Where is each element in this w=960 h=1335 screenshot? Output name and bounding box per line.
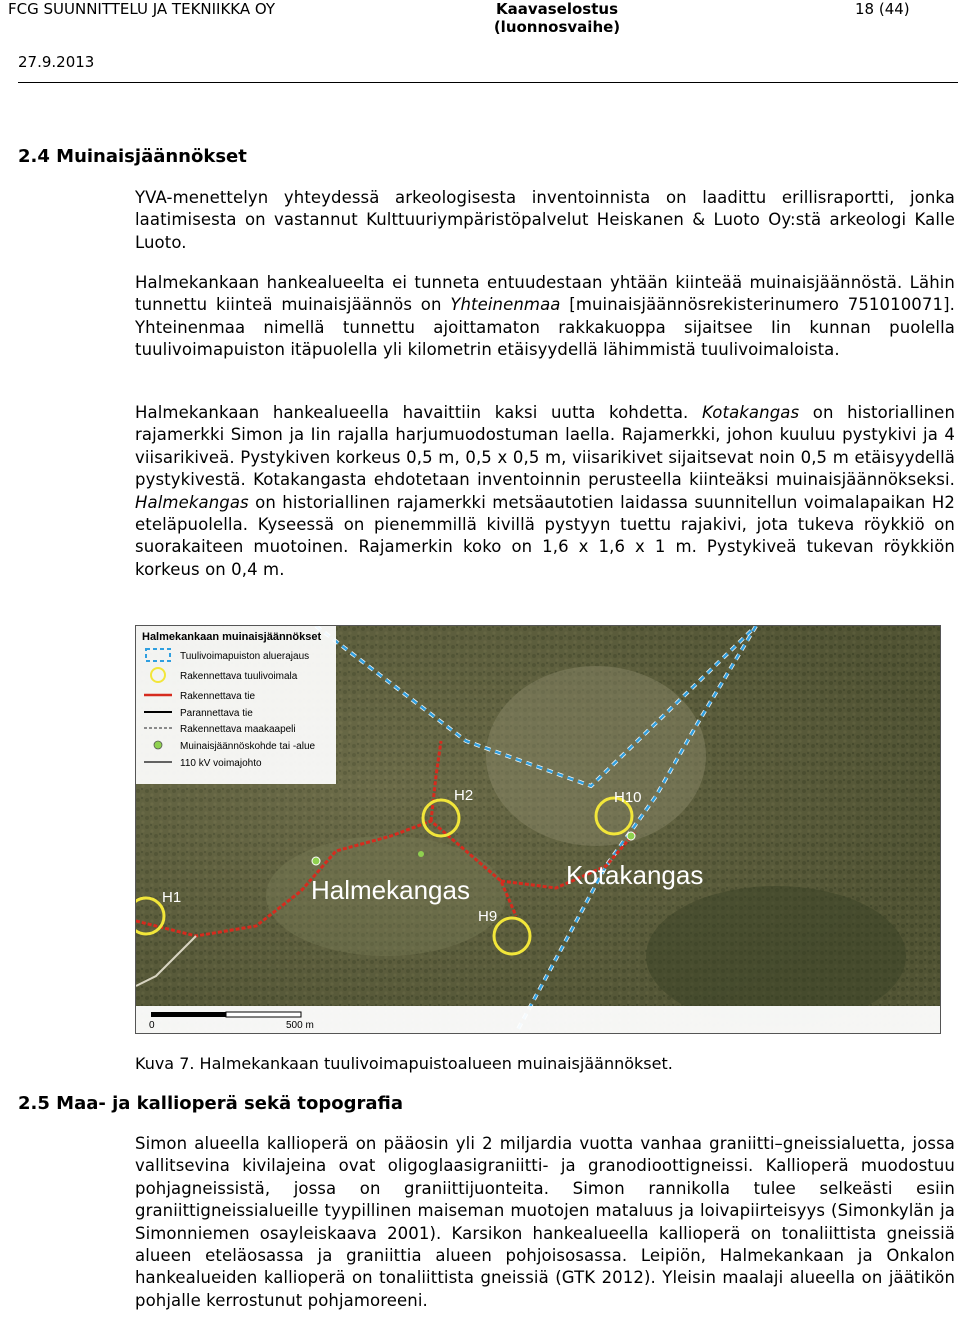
text-run: on historiallinen rajamerkki metsäautotien laidassa suunnitellun voimalapaikan H2 eteläpuolella. Kyseessä on pienemmillä kivillä pystyyn tuettu rajakivi, jota tukeva röykkiö on suorakaiteen muotoinen. Rajamerkin koko on 1,6 x 1,6 x 1 m. Pystykiveä tukevan röykkiön korkeus on 0,4 m.	[135, 492, 955, 579]
label-h10: H10	[614, 789, 642, 806]
text-run: Halmekankaan hankealueelta ei tunneta entuudestaan yhtään kiinteää muinaisjäännöstä. Lähin tunnettu kiinteä muinaisjäännös on	[135, 273, 955, 315]
heritage-site-marker	[627, 832, 635, 840]
paragraph-uudet-kohteet	[135, 402, 955, 581]
dense-forest-area	[646, 886, 906, 1026]
scale-label-end: 500 m	[286, 1020, 314, 1031]
header-divider	[18, 82, 958, 83]
scale-bar	[136, 1006, 940, 1033]
label-h9: H9	[478, 908, 498, 925]
paragraph-halmekankaan-hankealue	[135, 272, 955, 362]
legend-item: 110 kV voimajohto	[180, 758, 262, 769]
section-heading-maa-ja-kallioperä: 2.5 Maa- ja kallioperä sekä topografia	[18, 1093, 403, 1114]
paragraph-yva: YVA-menettelyn yhteydessä arkeologisesta inventoinnista on laadittu erillisraportti, jonka laatimisesta on vastannut Kulttuuriympäristöpalvelut Heiskanen & Luoto Oy:stä arkeologi Kalle Luoto.	[135, 188, 955, 252]
heritage-site-marker	[418, 851, 424, 857]
label-h2: H2	[454, 787, 474, 804]
section-heading-muinaisjaannokset: 2.4 Muinaisjäännökset	[18, 146, 247, 167]
legend-site-symbol	[154, 741, 162, 749]
document-date: 27.9.2013	[18, 53, 95, 71]
page-number: 18 (44)	[855, 0, 910, 18]
text-run: on historiallinen rajamerkki Simon ja Iin rajalla harjumuodostuman laella. Rajamerkki, johon kuuluu pystykivi ja 4 viisarikiveä. Pystykiven korkeus 0,5 m, 0,5 x 0,5 m, viisarikivet sijaitsevat noin 0,5 m etäisyydellä pystykivestä. Kotakangasta ehdotetaan inventoinnin perusteella kiinteäksi muinaisjäännökseksi.	[135, 403, 955, 490]
legend-title: Halmekankaan muinaisjäännökset	[142, 631, 322, 643]
text-run-italic: Halmekangas	[135, 492, 249, 512]
legend-item: Parannettava tie	[180, 708, 253, 719]
paragraph-kallioperä: Simon alueella kallioperä on pääosin yli 2 miljardia vuotta vanhaa graniitti–gneissialuetta, jossa vallitsevina kivilajeina ovat oligoglaasigraniitti- ja granodioottigneissi. Kallioperä muodostuu pohjagneissistä, jossa on graniittijuonteita. Simon rannikolla tulee selkeästi esiin graniittigneissialueille tyypillinen maiseman muotojen mataluus ja loivapiirteisyys (Simonkylän ja Simonniemen osayleiskaava 2001). Karsikon hankealueella kallioperä on tonaliittista gneissiä alueen eteläosassa ja graniittia alueen pohjoisosassa. Leipiön, Halmekankaan ja Onkalon hankealueiden kallioperä on tonaliittista gneissiä (GTK 2012). Yleisin maalaji alueella on jäätikön pohjalle kerrostunut pohjamoreeni.	[135, 1134, 955, 1310]
legend-item: Rakennettava tie	[180, 691, 256, 702]
map-figure	[135, 625, 941, 1034]
map-svg	[136, 626, 940, 1033]
text-run: [muinaisjäännösrekisterinumero 751010071]. Yhteinenmaa nimellä tunnettu ajoittamaton rakkakuoppa sijaitsee Iin kunnan puolella tuulivoimapuiston itäpuolella yli kilometrin etäisyydellä lähimmistä tuulivoimaloista.	[135, 295, 955, 360]
legend-item: Tuulivoimapuiston aluerajaus	[180, 651, 310, 662]
text-run-italic: Yhteinenmaa	[450, 295, 561, 315]
legend-item: Muinaisjäännöskohde tai -alue	[180, 741, 316, 752]
scale-panel	[136, 1006, 940, 1033]
text-run: Halmekankaan hankealueella havaittiin kaksi uutta kohdetta.	[135, 403, 702, 422]
text-run-italic: Kotakangas	[701, 403, 800, 422]
label-h1: H1	[162, 889, 182, 906]
map-legend	[136, 626, 336, 784]
legend-item: Rakennettava tuulivoimala	[180, 671, 298, 682]
document-title-main: Kaavaselostus	[495, 0, 619, 18]
document-title-sub: (luonnosvaihe)	[493, 18, 621, 36]
scale-segment	[151, 1012, 226, 1017]
label-kotakangas: Kotakangas	[566, 860, 704, 890]
scale-segment	[226, 1012, 301, 1017]
figure-caption: Kuva 7. Halmekankaan tuulivoimapuistoalueen muinaisjäännökset.	[135, 1054, 673, 1073]
legend-item: Rakennettava maakaapeli	[180, 724, 296, 735]
document-title	[492, 0, 622, 36]
heritage-site-marker	[312, 857, 320, 865]
company-name: FCG SUUNNITTELU JA TEKNIIKKA OY	[8, 0, 276, 18]
label-halmekangas: Halmekangas	[311, 875, 470, 905]
scale-label-zero: 0	[149, 1020, 155, 1031]
